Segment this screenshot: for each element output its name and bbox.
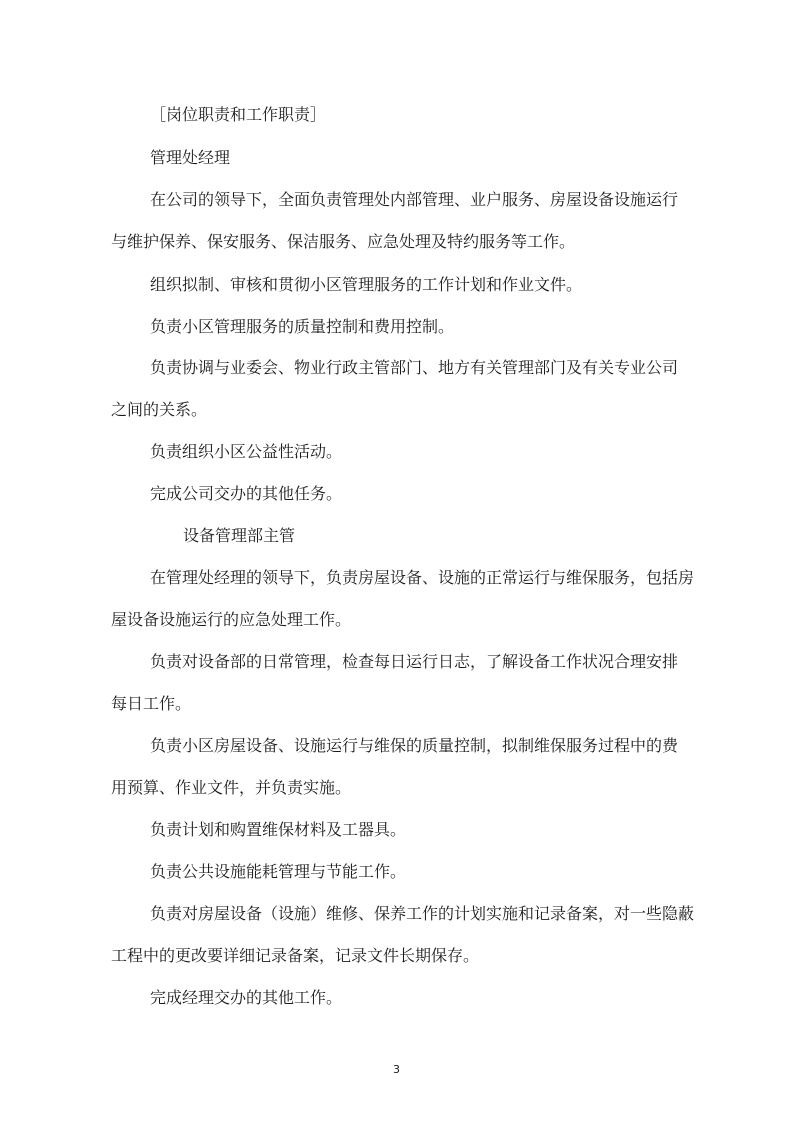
- supervisor-duty-1-line-1: 在管理处经理的领导下，负责房屋设备、设施的正常运行与维保服务，包括房: [150, 568, 695, 587]
- supervisor-duty-3-line-2: 用预算、作业文件，并负责实施。: [111, 778, 352, 797]
- equipment-supervisor-title: 设备管理部主管: [183, 526, 296, 545]
- manager-duty-4-line-2: 之间的关系。: [111, 400, 208, 419]
- supervisor-duty-1-line-2: 屋设备设施运行的应急处理工作。: [111, 610, 352, 629]
- supervisor-duty-2-line-1: 负责对设备部的日常管理，检查每日运行日志，了解设备工作状况合理安排: [150, 652, 679, 671]
- manager-duty-1-line-1: 在公司的领导下，全面负责管理处内部管理、业户服务、房屋设备设施运行: [150, 190, 679, 209]
- supervisor-duty-3-line-1: 负责小区房屋设备、设施运行与维保的质量控制，拟制维保服务过程中的费: [150, 736, 679, 755]
- supervisor-duty-2-line-2: 每日工作。: [111, 694, 192, 713]
- manager-title: 管理处经理: [150, 148, 231, 167]
- supervisor-duty-6-line-2: 工程中的更改要详细记录备案，记录文件长期保存。: [111, 946, 480, 965]
- manager-duty-3: 负责小区管理服务的质量控制和费用控制。: [150, 317, 455, 336]
- supervisor-duty-4: 负责计划和购置维保材料及工器具。: [150, 820, 407, 839]
- manager-duty-5: 负责组织小区公益性活动。: [150, 442, 343, 461]
- page-number: 3: [393, 1063, 400, 1076]
- supervisor-duty-7: 完成经理交办的其他工作。: [150, 988, 343, 1007]
- supervisor-duty-6-line-1: 负责对房屋设备（设施）维修、保养工作的计划实施和记录备案，对一些隐蔽: [150, 904, 695, 923]
- manager-duty-1-line-2: 与维护保养、保安服务、保洁服务、应急处理及特约服务等工作。: [111, 232, 576, 251]
- manager-duty-2: 组织拟制、审核和贯彻小区管理服务的工作计划和作业文件。: [150, 275, 583, 294]
- supervisor-duty-5: 负责公共设施能耗管理与节能工作。: [150, 862, 407, 881]
- manager-duty-4-line-1: 负责协调与业委会、物业行政主管部门、地方有关管理部门及有关专业公司: [150, 358, 679, 377]
- manager-duty-6: 完成公司交办的其他任务。: [150, 484, 343, 503]
- section-title: ［岗位职责和工作职责］: [150, 105, 327, 124]
